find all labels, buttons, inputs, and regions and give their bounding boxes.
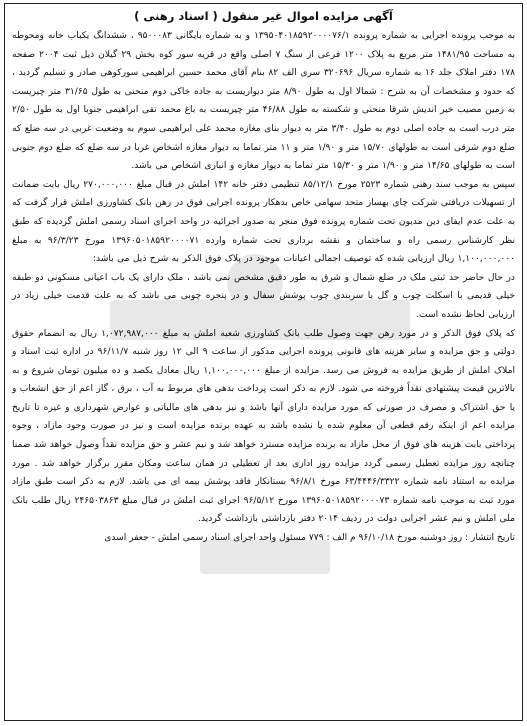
notice-title: آگهی مزایده اموال غیر منقول ( اسناد رهنی ) bbox=[134, 9, 393, 23]
notice-paragraph-auction-terms: که پلاک فوق الذکر و در مورد رهن جهت وصول طلب بانک کشاورزی شعبه املش به مبلغ ۱,۰۷۲,۹۸۷,۰۰۰ ریال به انضمام حقوق دولتی و حق مزایده و سایر هزینه های قانونی پرونده اجرایی مذکور از ساعت ۹ الی ۱۲ روز شنبه ۹۶/۱۱/۷ در اداره ثبت اسناد و املاک املش از طریق مزایده به فروش می رسد. مزایده از مبلغ ۱,۱۰۰,۰۰۰,۰۰۰ ریال معادل یکصد و ده میلیون تومان شروع و به بالاترین قیمت پیشنهادی نقداً فروخته می شود. لازم به ذکر است پرداخت بدهی های مربوط به آب ، برق ، گاز اعم از حق انشعاب و یا حق اشتراک و مصرف در صورتی که مورد مزایده دارای آنها باشد و نیز بدهی های مالیاتی و عوارض شهرداری و غیره تا تاریخ مزایده اعم از اینکه رقم قطعی آن معلوم شده یا نشده باشد به عهده برنده مزایده است و نیز در صورت وجود مازاد ، وجوه پرداختی بابت هزینه های فوق از محل مازاد به برنده مزایده مسترد خواهد شد و نیم عشر و حق مزایده نقداً وصول خواهد شد ضمنا چنانچه روز مزایده تعطیل رسمی گردد مزایده روز اداری بعد از تعطیلی در همان ساعت ومکان مقرر برگزار خواهد شد . مورد مزایده به استناد نامه شماره ۶۳/۴۴۴۶/۳۳۲۲ مورخ ۹۶/۸/۱ بستانکار فاقد پوشش بیمه ای می باشد. لازم به ذکر است طبق مازاد مورد ثبت به موجب نامه شماره ۱۳۹۶۰۵۰۱۸۵۹۲۰۰۰۰۷۳ مورخ ۹۶/۵/۱۲ اجرای ثبت املش در قبال مبلغ ۲۴۶۵۰۳۸۶۳ ریال طلب بانک ملی املش و نیم عشر اجرایی دولت در ردیف ۲۰۱۴ دفتر بازداشتی بازداشت گردید. bbox=[12, 328, 515, 525]
auction-notice bbox=[4, 3, 523, 721]
notice-paragraph-building: در حال حاضر حد ثبتی ملک در ضلع شمال و شرق به طور دقیق مشخص نمی باشد ، ملک دارای یک باب اعیانی مسکونی دو طبقه خیلی قدیمی با اسکلت چوب و گل با سربندی چوب پوشش سفال و در پنجره چوبی می باشد که به علت قدمت خیلی زیاد در ارزیابی لحاظ نشده است. bbox=[12, 272, 515, 320]
notice-paragraph-mortgage: سپس به موجب سند رهنی شماره ۲۵۲۳ مورخ ۸۵/۱۲/۱ تنظیمی دفتر خانه ۱۴۲ املش در قبال مبلغ ۲۷۰,۰۰۰,۰۰۰ ریال بابت ضمانت از تسهیلات دریافتی شرکت چای بهساز متحد سهامی خاص بدهکار پرونده اجرایی فوق در رهن بانک کشاورزی املش قرار گرفت که به علت عدم ایفای دین مدیون تحت شماره پرونده فوق منجر به صدور اجرائیه در واحد اجرای اسناد رسمی املش گردیده که طبق نظر کارشناس رسمی راه و ساختمان و نقشه برداری تحت شماره وارده ۱۳۹۶۰۵۰۱۸۵۹۲۰۰۰۰۷۱ مورخ ۹۶/۳/۲۳ به مبلغ ۱,۱۰۰,۰۰۰,۰۰۰ ریال ارزیابی شده که توصیف اجمالی اعیانات موجود در پلاک فوق الذکر به شرح ذیل می باشد: bbox=[12, 179, 515, 265]
notice-paragraph-property: به موجب پرونده اجرایی به شماره پرونده ۱۳۹۵۰۴۰۱۸۵۹۲۰۰۰۰۷۶/۱ و به شماره بایگانی ۹۵۰۰۰۸۳ ، ششدانگ یکباب خانه ومحوطه به مساحت ۱۴۸۱/۹۵ متر مربع به پلاک ۱۲۰۰ فرعی از سنگ ۷ اصلی واقع در قریه سور کوه بخش ۲۹ گیلان ذیل ثبت ۲۰۰۴ صفحه ۱۷۸ دفتر املاک جلد ۱۶ به شماره سریال ۳۲۰۶۹۶ سری الف ۸۲ بنام آقای محمد حسین ابراهیمی سورکوهی صادر و تسلیم گردید ، که حدود و مشخصات آن به شرح : شمالا اول به طول ۸/۹۰ متر دیواریست به جاده خاکی دوم منحنی به طول ۳۱/۶۵ متر چیریست به زمین مصیب خیر اندیش شرقا منحنی و شکسته به طول ۴۶/۸۸ متر چیریست به باغ محمد تقی ابراهیمی جنوبا اول به طول ۲/۵۰ متر درب است به جاده اصلی دوم به طول ۳/۴۰ متر به دیوار بنای مغازه محمد علی ابراهیمی سوم به وضعیت غربی در سه ضلع که ضلع دوم شرقی است به طولهای ۱۵/۷۰ متر و ۱/۹۰ متر و ۱۱ متر تماما به دیوار مغازه اشخاص غربا در سه ضلع که ضلع دوم جنوبی است به طولهای ۱۴/۶۵ متر و ۱/۹۰ متر و ۱۵/۳۰ متر تماما به دیوار مغازه و انباری اشخاص می باشد. bbox=[12, 31, 515, 172]
notice-footer: تاریخ انتشار : روز دوشنبه مورخ ۹۶/۱۰/۱۸ م الف : ۷۷۹ مسئول واحد اجرای اسناد رسمی املش - جعفر اسدی bbox=[104, 533, 515, 544]
